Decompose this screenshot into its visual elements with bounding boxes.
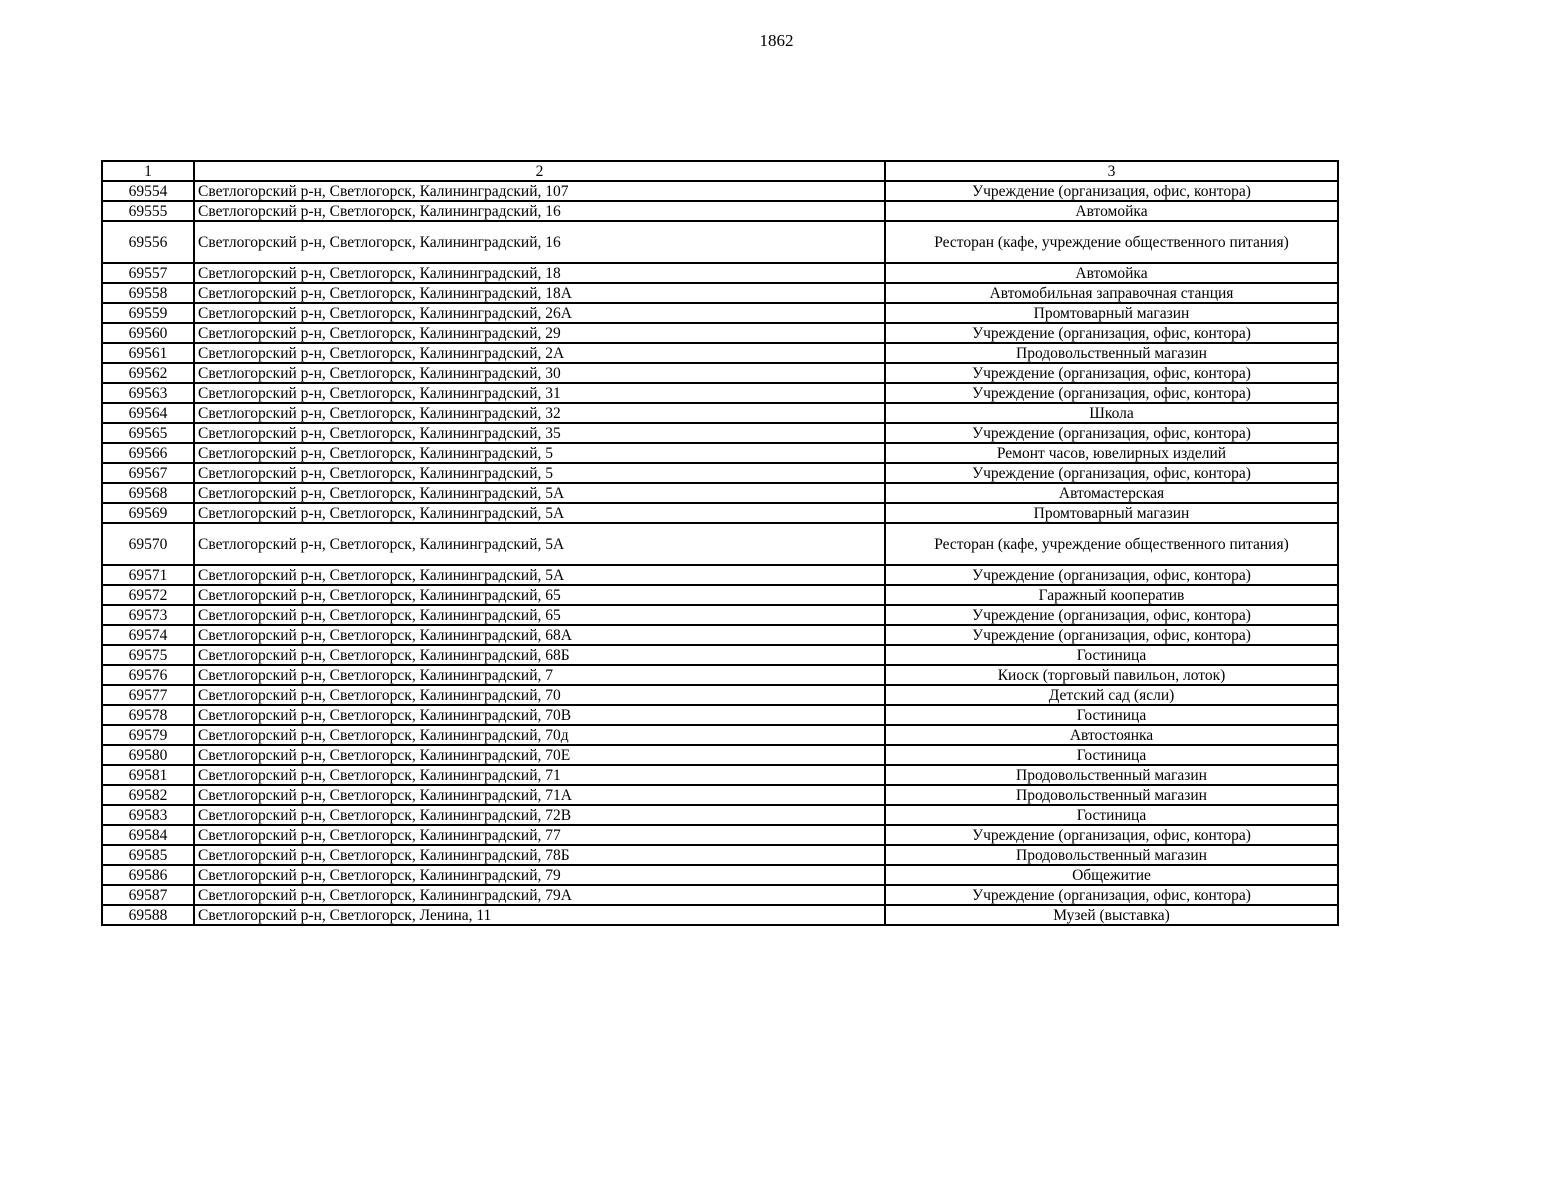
row-id-cell: 69588 [102,905,194,925]
row-id-cell: 69587 [102,885,194,905]
table-row [102,905,1338,925]
table-row [102,323,1338,343]
row-id-cell: 69563 [102,383,194,403]
registry-table [101,160,1339,926]
table-row [102,181,1338,201]
row-address-cell: Светлогорский р-н, Светлогорск, Калининградский, 30 [194,363,885,383]
row-id-cell: 69579 [102,725,194,745]
row-id-cell: 69578 [102,705,194,725]
table-row [102,483,1338,503]
row-id-cell: 69583 [102,805,194,825]
row-type-cell: Гостиница [885,745,1338,765]
row-type-cell: Ресторан (кафе, учреждение общественного питания) [885,523,1338,565]
row-type-cell: Продовольственный магазин [885,785,1338,805]
table-body [102,181,1338,925]
table-header [102,161,1338,181]
table-row [102,685,1338,705]
row-address-cell: Светлогорский р-н, Светлогорск, Калининградский, 71 [194,765,885,785]
table-row [102,845,1338,865]
table-row [102,665,1338,685]
row-address-cell: Светлогорский р-н, Светлогорск, Калининградский, 65 [194,585,885,605]
table-row [102,503,1338,523]
table-row [102,221,1338,263]
table-row [102,403,1338,423]
row-address-cell: Светлогорский р-н, Светлогорск, Калининградский, 70В [194,705,885,725]
table-row [102,423,1338,443]
row-id-cell: 69556 [102,221,194,263]
row-type-cell: Автостоянка [885,725,1338,745]
header-col-1: 1 [102,161,194,181]
row-address-cell: Светлогорский р-н, Светлогорск, Калининградский, 72В [194,805,885,825]
row-type-cell: Гостиница [885,705,1338,725]
table-row [102,443,1338,463]
row-id-cell: 69580 [102,745,194,765]
table-row [102,865,1338,885]
row-address-cell: Светлогорский р-н, Светлогорск, Калининградский, 2А [194,343,885,363]
row-type-cell: Учреждение (организация, офис, контора) [885,383,1338,403]
row-id-cell: 69555 [102,201,194,221]
row-type-cell: Ремонт часов, ювелирных изделий [885,443,1338,463]
row-id-cell: 69568 [102,483,194,503]
table-row [102,605,1338,625]
row-address-cell: Светлогорский р-н, Светлогорск, Калининградский, 5А [194,483,885,503]
header-col-3: 3 [885,161,1338,181]
row-address-cell: Светлогорский р-н, Светлогорск, Ленина, 11 [194,905,885,925]
row-id-cell: 69575 [102,645,194,665]
row-id-cell: 69557 [102,263,194,283]
row-address-cell: Светлогорский р-н, Светлогорск, Калининградский, 70д [194,725,885,745]
row-address-cell: Светлогорский р-н, Светлогорск, Калининградский, 70 [194,685,885,705]
header-row [102,161,1338,181]
row-id-cell: 69570 [102,523,194,565]
row-id-cell: 69560 [102,323,194,343]
table-row [102,825,1338,845]
row-type-cell: Учреждение (организация, офис, контора) [885,181,1338,201]
row-type-cell: Музей (выставка) [885,905,1338,925]
row-address-cell: Светлогорский р-н, Светлогорск, Калининградский, 35 [194,423,885,443]
row-type-cell: Автомастерская [885,483,1338,503]
table-row [102,705,1338,725]
row-type-cell: Гостиница [885,805,1338,825]
row-type-cell: Гостиница [885,645,1338,665]
row-id-cell: 69572 [102,585,194,605]
row-id-cell: 69559 [102,303,194,323]
row-id-cell: 69554 [102,181,194,201]
row-address-cell: Светлогорский р-н, Светлогорск, Калининградский, 68Б [194,645,885,665]
row-address-cell: Светлогорский р-н, Светлогорск, Калининградский, 26А [194,303,885,323]
row-id-cell: 69581 [102,765,194,785]
header-col-2: 2 [194,161,885,181]
row-type-cell: Автомобильная заправочная станция [885,283,1338,303]
row-address-cell: Светлогорский р-н, Светлогорск, Калининградский, 70Е [194,745,885,765]
row-type-cell: Учреждение (организация, офис, контора) [885,423,1338,443]
row-address-cell: Светлогорский р-н, Светлогорск, Калининградский, 32 [194,403,885,423]
row-address-cell: Светлогорский р-н, Светлогорск, Калининградский, 107 [194,181,885,201]
row-address-cell: Светлогорский р-н, Светлогорск, Калининградский, 31 [194,383,885,403]
row-id-cell: 69571 [102,565,194,585]
row-type-cell: Продовольственный магазин [885,343,1338,363]
table-row [102,625,1338,645]
row-id-cell: 69562 [102,363,194,383]
table-row [102,725,1338,745]
table-row [102,785,1338,805]
row-type-cell: Учреждение (организация, офис, контора) [885,463,1338,483]
row-address-cell: Светлогорский р-н, Светлогорск, Калининградский, 5 [194,463,885,483]
row-type-cell: Учреждение (организация, офис, контора) [885,605,1338,625]
table-row [102,383,1338,403]
row-id-cell: 69574 [102,625,194,645]
table-row [102,283,1338,303]
row-id-cell: 69576 [102,665,194,685]
row-id-cell: 69567 [102,463,194,483]
table-row [102,645,1338,665]
row-id-cell: 69586 [102,865,194,885]
table-row [102,585,1338,605]
row-address-cell: Светлогорский р-н, Светлогорск, Калининградский, 79А [194,885,885,905]
row-type-cell: Учреждение (организация, офис, контора) [885,565,1338,585]
table-row [102,201,1338,221]
table-row [102,343,1338,363]
row-address-cell: Светлогорский р-н, Светлогорск, Калининградский, 78Б [194,845,885,865]
table-row [102,303,1338,323]
row-id-cell: 69577 [102,685,194,705]
row-type-cell: Учреждение (организация, офис, контора) [885,885,1338,905]
table-row [102,805,1338,825]
row-type-cell: Автомойка [885,201,1338,221]
row-address-cell: Светлогорский р-н, Светлогорск, Калининградский, 16 [194,201,885,221]
row-id-cell: 69561 [102,343,194,363]
row-type-cell: Продовольственный магазин [885,765,1338,785]
row-type-cell: Учреждение (организация, офис, контора) [885,363,1338,383]
table-row [102,463,1338,483]
row-type-cell: Учреждение (организация, офис, контора) [885,323,1338,343]
table-row [102,885,1338,905]
table-row [102,263,1338,283]
row-address-cell: Светлогорский р-н, Светлогорск, Калининградский, 71А [194,785,885,805]
table-row [102,745,1338,765]
row-address-cell: Светлогорский р-н, Светлогорск, Калининградский, 18 [194,263,885,283]
row-type-cell: Школа [885,403,1338,423]
row-address-cell: Светлогорский р-н, Светлогорск, Калининградский, 79 [194,865,885,885]
row-id-cell: 69584 [102,825,194,845]
row-id-cell: 69573 [102,605,194,625]
row-type-cell: Детский сад (ясли) [885,685,1338,705]
table-row [102,565,1338,585]
row-address-cell: Светлогорский р-н, Светлогорск, Калининградский, 7 [194,665,885,685]
row-address-cell: Светлогорский р-н, Светлогорск, Калининградский, 5А [194,565,885,585]
table-row [102,363,1338,383]
row-address-cell: Светлогорский р-н, Светлогорск, Калининградский, 5 [194,443,885,463]
row-address-cell: Светлогорский р-н, Светлогорск, Калининградский, 77 [194,825,885,845]
row-type-cell: Ресторан (кафе, учреждение общественного питания) [885,221,1338,263]
row-address-cell: Светлогорский р-н, Светлогорск, Калининградский, 29 [194,323,885,343]
row-address-cell: Светлогорский р-н, Светлогорск, Калининградский, 5А [194,503,885,523]
row-type-cell: Промтоварный магазин [885,503,1338,523]
row-id-cell: 69569 [102,503,194,523]
row-type-cell: Промтоварный магазин [885,303,1338,323]
table-row [102,765,1338,785]
row-type-cell: Общежитие [885,865,1338,885]
row-type-cell: Гаражный кооператив [885,585,1338,605]
row-type-cell: Автомойка [885,263,1338,283]
row-id-cell: 69582 [102,785,194,805]
row-id-cell: 69566 [102,443,194,463]
table-row [102,523,1338,565]
row-address-cell: Светлогорский р-н, Светлогорск, Калининградский, 18А [194,283,885,303]
row-id-cell: 69565 [102,423,194,443]
row-address-cell: Светлогорский р-н, Светлогорск, Калининградский, 5А [194,523,885,565]
row-type-cell: Киоск (торговый павильон, лоток) [885,665,1338,685]
row-type-cell: Продовольственный магазин [885,845,1338,865]
row-id-cell: 69585 [102,845,194,865]
row-address-cell: Светлогорский р-н, Светлогорск, Калининградский, 68А [194,625,885,645]
row-type-cell: Учреждение (организация, офис, контора) [885,625,1338,645]
page-number: 1862 [759,31,794,50]
row-address-cell: Светлогорский р-н, Светлогорск, Калининградский, 65 [194,605,885,625]
row-type-cell: Учреждение (организация, офис, контора) [885,825,1338,845]
row-id-cell: 69558 [102,283,194,303]
row-address-cell: Светлогорский р-н, Светлогорск, Калининградский, 16 [194,221,885,263]
row-id-cell: 69564 [102,403,194,423]
